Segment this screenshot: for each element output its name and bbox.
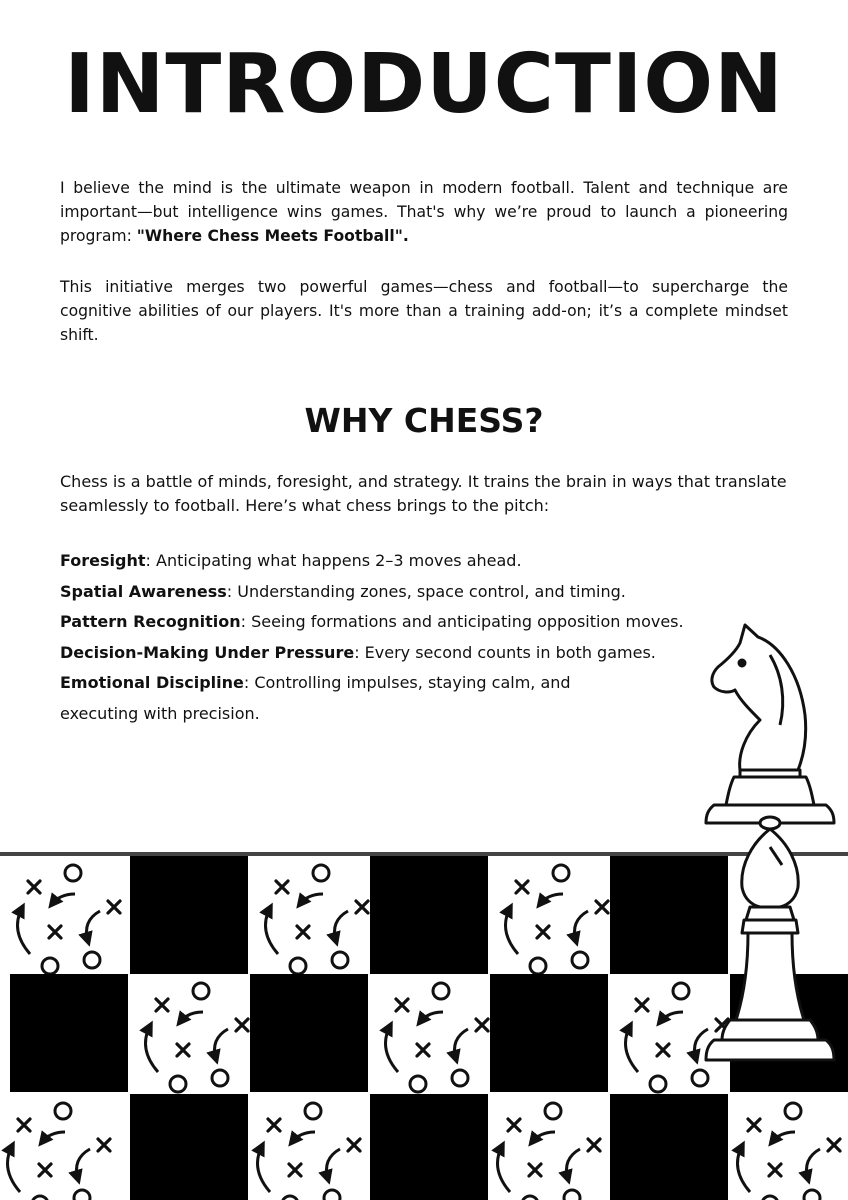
dark-square	[610, 1094, 728, 1200]
football-tactic-icon	[8, 1103, 111, 1200]
page-title: INTRODUCTION	[64, 37, 784, 132]
dark-square	[10, 974, 128, 1092]
dark-square	[370, 856, 488, 974]
benefit-continuation: executing with precision.	[60, 703, 260, 723]
dark-square	[250, 974, 368, 1092]
football-tactic-icon	[386, 983, 489, 1092]
benefit-desc: : Every second counts in both games.	[354, 642, 656, 662]
bishop-icon	[706, 817, 834, 1060]
benefit-item	[60, 577, 760, 608]
football-tactic-icon	[266, 865, 369, 974]
dark-square	[130, 856, 248, 974]
football-tactic-icon	[506, 865, 609, 974]
benefit-term: Foresight	[60, 551, 146, 570]
benefit-item	[60, 546, 760, 577]
football-tactic-icon	[258, 1103, 361, 1200]
benefit-desc: : Anticipating what happens 2–3 moves ahead.	[145, 551, 522, 570]
football-tactic-icon	[146, 983, 249, 1092]
benefit-item	[60, 668, 760, 699]
benefit-desc: : Controlling impulses, staying calm, and	[243, 673, 571, 692]
benefit-item	[60, 638, 760, 669]
knight-icon	[706, 625, 834, 823]
section-title: WHY CHESS?	[304, 401, 544, 440]
chess-pieces	[700, 615, 848, 1075]
intro-paragraph-2: This initiative merges two powerful games—chess and football—to supercharge the cognitive abilities of our players. It's more than a training add-on; it’s a complete mindset shift.	[60, 278, 788, 344]
benefit-term: Spatial Awareness	[60, 581, 227, 601]
dark-square	[130, 1094, 248, 1200]
football-tactic-icon	[18, 865, 121, 974]
benefit-item	[60, 607, 760, 638]
benefit-term: Pattern Recognition	[60, 612, 241, 631]
football-tactic-icon	[498, 1103, 601, 1200]
benefit-desc: : Seeing formations and anticipating opposition moves.	[240, 612, 684, 631]
program-name: "Where Chess Meets Football".	[136, 227, 409, 245]
benefit-term: Emotional Discipline	[60, 673, 244, 692]
dark-square	[370, 1094, 488, 1200]
football-tactic-icon	[738, 1103, 841, 1200]
intro-paragraph-1	[60, 176, 788, 248]
section-intro: Chess is a battle of minds, foresight, and strategy. It trains the brain in ways that translate seamlessly to football. Here’s what chess brings to the pitch:	[60, 472, 787, 515]
benefit-term: Decision-Making Under Pressure	[60, 642, 355, 662]
benefit-desc: : Understanding zones, space control, and timing.	[226, 581, 626, 601]
intro-paragraph-1-text: I believe the mind is the ultimate weapon in modern football. Talent and technique are important—but intelligence wins games. That's why we’re proud to launch a pioneering program:	[60, 179, 788, 245]
dark-square	[490, 974, 608, 1092]
benefits-list	[60, 546, 760, 729]
